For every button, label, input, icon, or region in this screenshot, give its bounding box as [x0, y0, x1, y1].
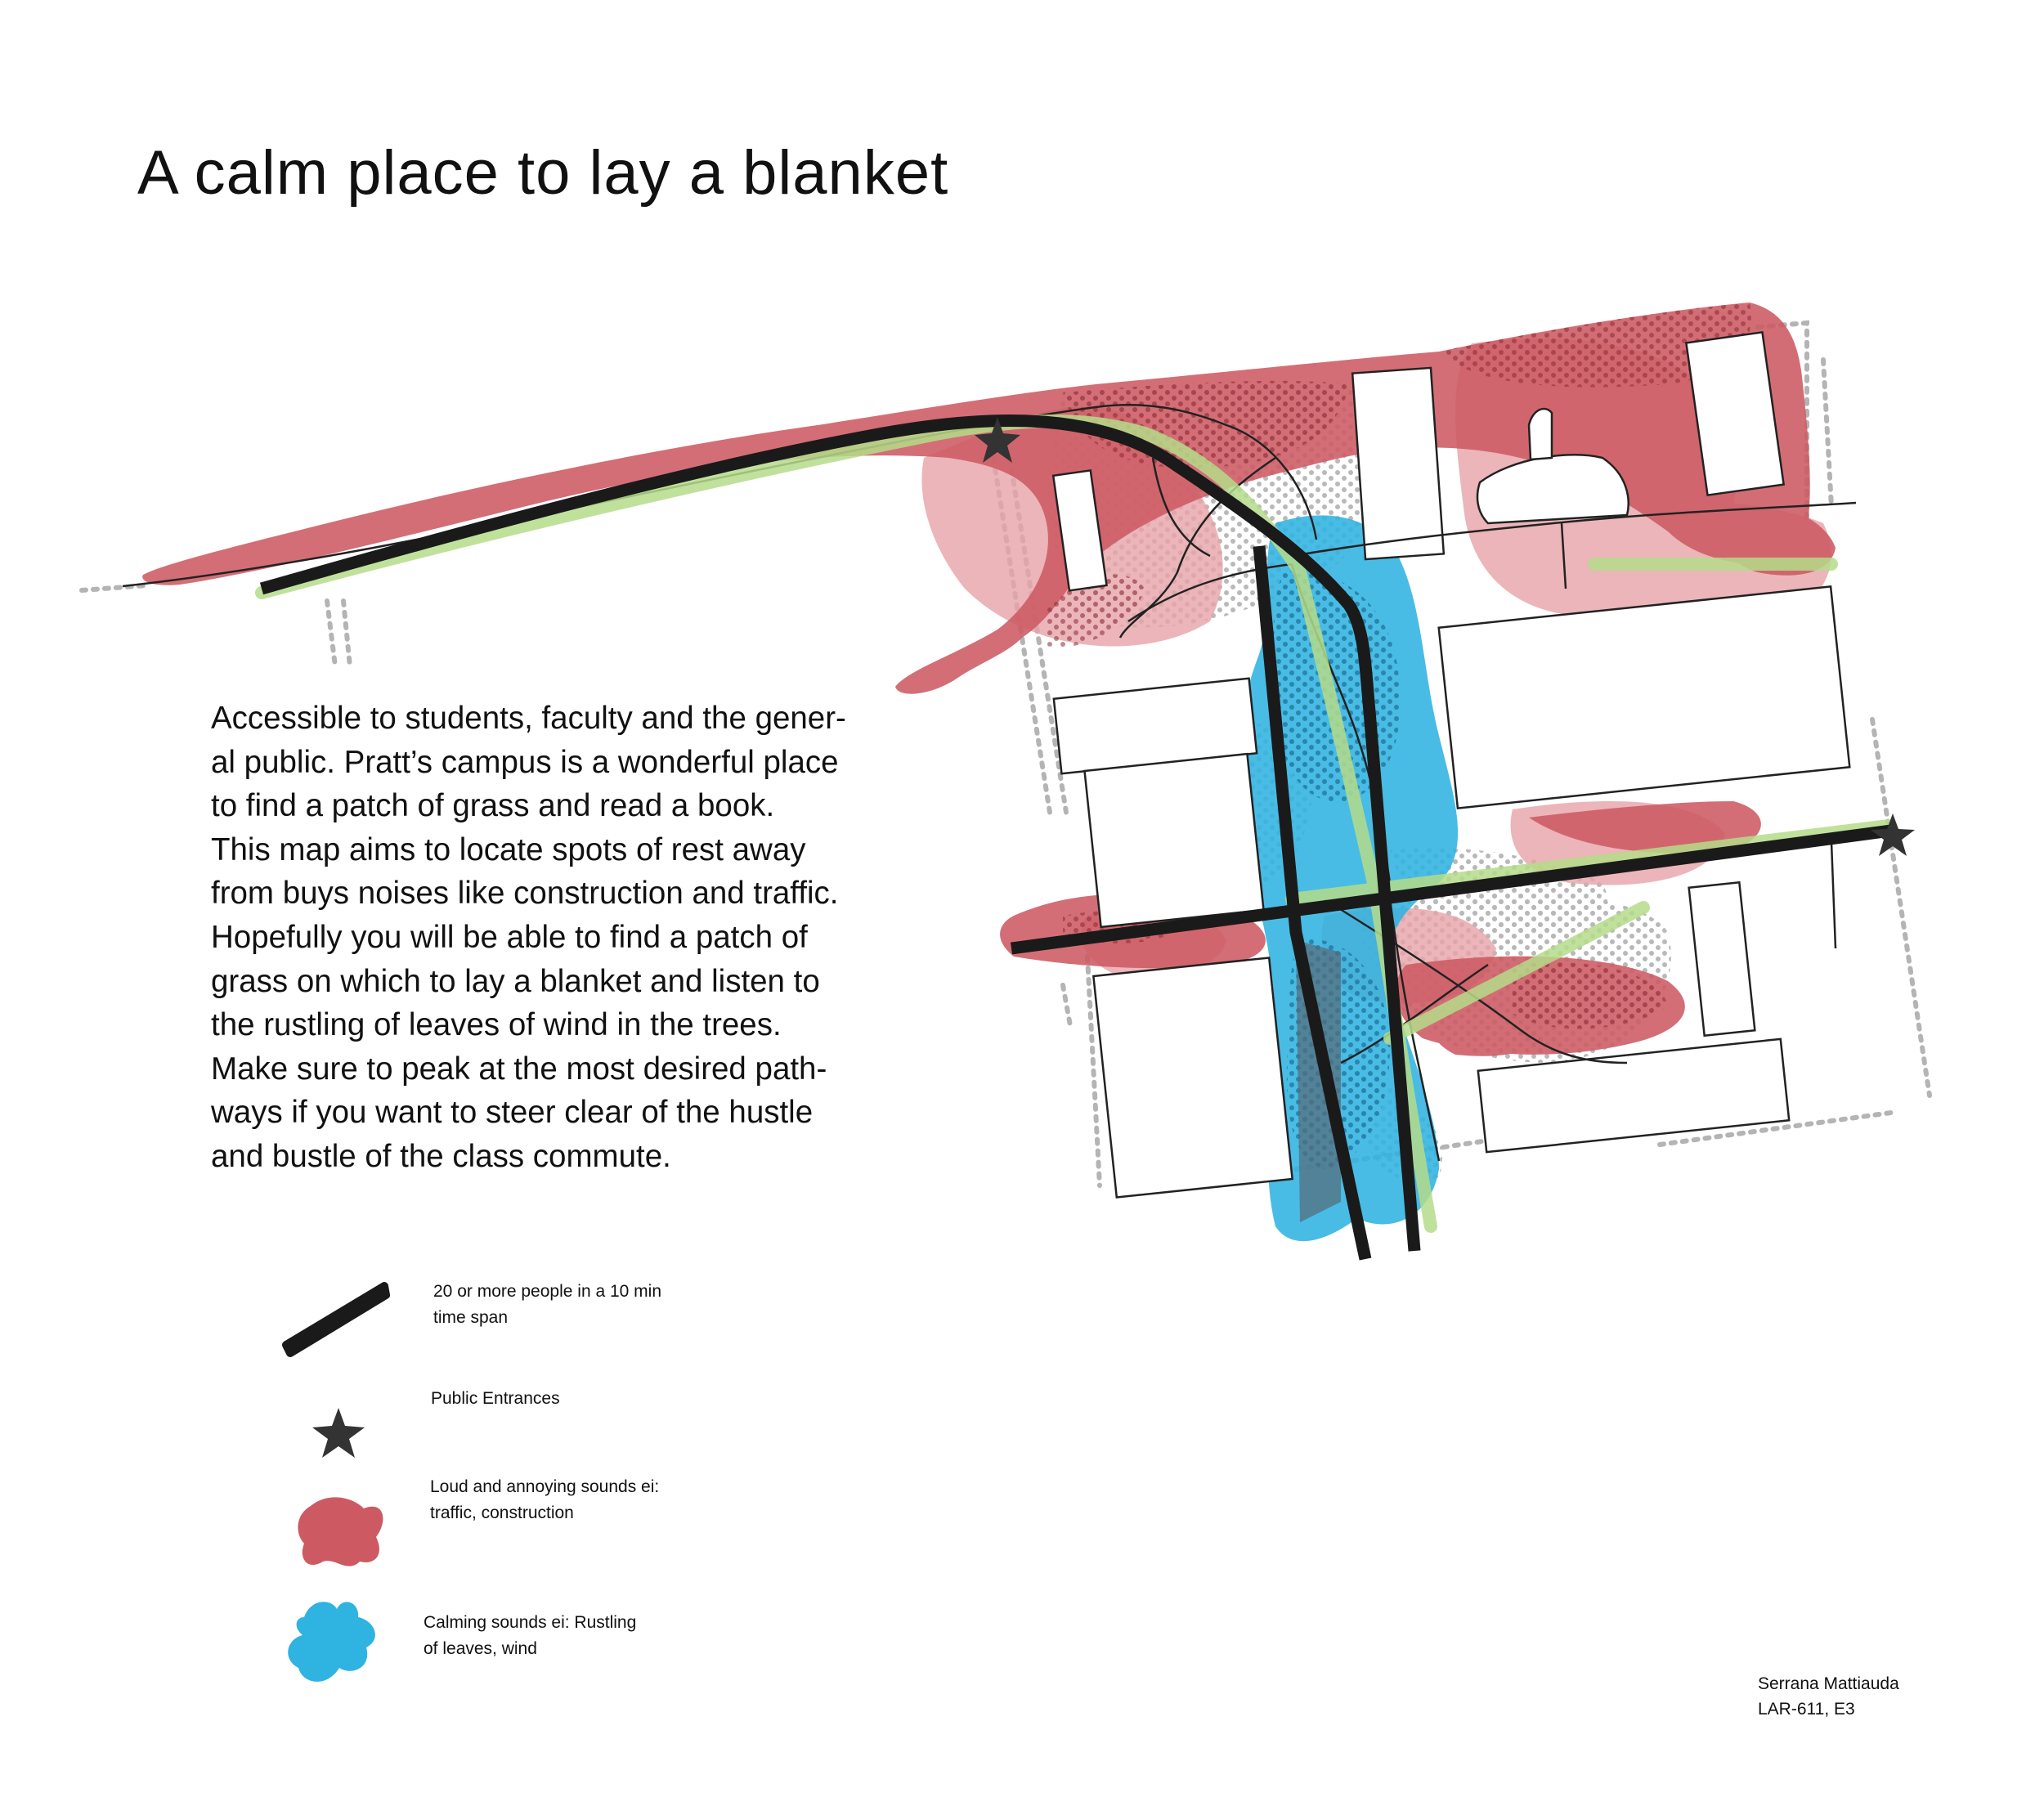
legend-graphics: [286, 1286, 386, 1682]
credit-course: LAR-611, E3: [1758, 1700, 1855, 1719]
building: [1689, 882, 1755, 1035]
credit: [1758, 1671, 1899, 1722]
credit-author: Serrana Mattiauda: [1758, 1674, 1899, 1693]
legend-busy-path-swatch: [286, 1286, 386, 1353]
building: [1529, 409, 1552, 459]
star-icon: [312, 1408, 365, 1458]
building: [1085, 754, 1264, 927]
building: [1352, 368, 1444, 559]
building: [1093, 957, 1292, 1197]
map-description: Accessible to students, faculty and the gener- al public. Pratt’s campus is a wonderful place to find a patch of grass and read a book. This map aims to locate spots of rest away from buys noises like construction and traffic. Hopefully you will be able to find a patch of grass on which to lay a blanket and listen to the rustling of leaves of wind in the trees. Make sure to peak at the most desired path- ways if you want to steer clear of the hustle and bustle of the class commute.: [211, 701, 846, 1174]
building: [1439, 586, 1850, 808]
legend-calm-swatch: [288, 1602, 375, 1682]
legend-entrances-label: Public Entrances: [431, 1389, 560, 1408]
legend-calm-label: Calming sounds ei: Rustling of leaves, wind: [424, 1613, 637, 1658]
legend-busy-path-label: 20 or more people in a 10 min time span: [433, 1282, 661, 1327]
legend-loud-swatch: [298, 1497, 383, 1566]
legend-loud-label: Loud and annoying sounds ei: traffic, construction: [430, 1477, 660, 1522]
map-title: A calm place to lay a blanket: [137, 138, 949, 208]
